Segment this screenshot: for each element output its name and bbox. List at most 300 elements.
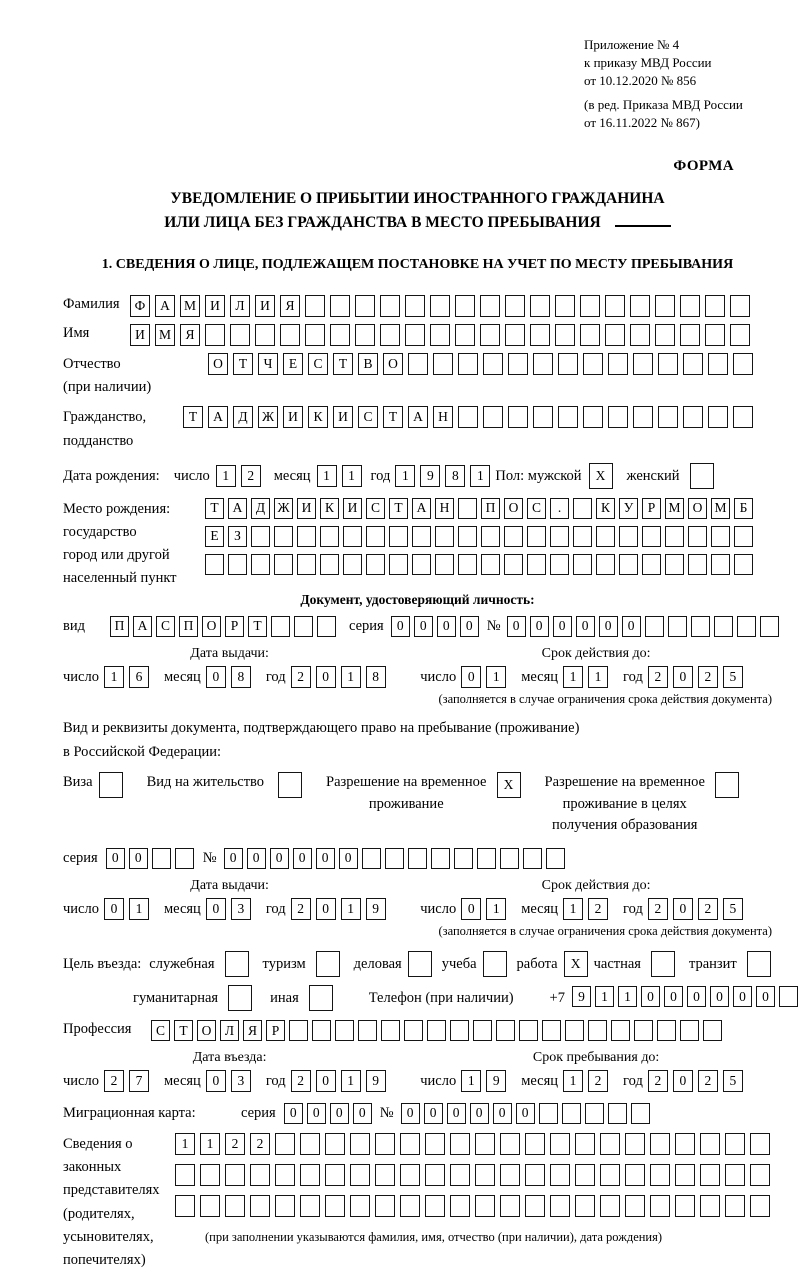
citizenship-cell[interactable]: Т xyxy=(183,406,203,428)
legal-reps-cell[interactable] xyxy=(675,1195,695,1217)
birthplace-cell[interactable] xyxy=(458,498,477,519)
patronymic-cell[interactable] xyxy=(458,353,478,375)
surname-cell[interactable] xyxy=(555,295,575,317)
permit-number-cell[interactable] xyxy=(431,848,450,869)
purpose-humanitarian-checkbox[interactable] xyxy=(228,985,252,1011)
birthplace-cell[interactable] xyxy=(435,554,454,575)
permit-number-cell[interactable]: 0 xyxy=(316,848,335,869)
patronymic-cell[interactable]: Т xyxy=(333,353,353,375)
birthplace-cell[interactable]: М xyxy=(711,498,730,519)
patronymic-cell[interactable] xyxy=(408,353,428,375)
mig-number-cell[interactable]: 0 xyxy=(401,1103,420,1124)
stay-day-cell[interactable]: 1 xyxy=(461,1070,481,1092)
legal-reps-cell[interactable] xyxy=(700,1195,720,1217)
permit-issue-month-cell[interactable]: 3 xyxy=(231,898,251,920)
surname-cell[interactable] xyxy=(330,295,350,317)
profession-cell[interactable] xyxy=(312,1020,331,1041)
permit-valid-month-cell[interactable]: 2 xyxy=(588,898,608,920)
birthplace-cell[interactable]: О xyxy=(688,498,707,519)
legal-reps-cell[interactable] xyxy=(225,1195,245,1217)
patronymic-cell[interactable]: Ч xyxy=(258,353,278,375)
patronymic-cell[interactable] xyxy=(483,353,503,375)
legal-reps-cell[interactable] xyxy=(725,1195,745,1217)
permit-issue-year-cell[interactable]: 0 xyxy=(316,898,336,920)
legal-reps-cell[interactable] xyxy=(475,1133,495,1155)
birthplace-cell[interactable] xyxy=(412,554,431,575)
legal-reps-cell[interactable] xyxy=(300,1133,320,1155)
profession-cell[interactable] xyxy=(496,1020,515,1041)
birthplace-cell[interactable] xyxy=(550,554,569,575)
birthplace-cell[interactable] xyxy=(619,554,638,575)
given-name-cell[interactable] xyxy=(380,324,400,346)
legal-reps-cell[interactable] xyxy=(325,1195,345,1217)
birthplace-cell[interactable] xyxy=(734,554,753,575)
patronymic-cell[interactable] xyxy=(583,353,603,375)
given-name-cell[interactable] xyxy=(655,324,675,346)
profession-cell[interactable] xyxy=(542,1020,561,1041)
doc-kind-cell[interactable]: Р xyxy=(225,616,244,637)
birthplace-cell[interactable]: У xyxy=(619,498,638,519)
profession-cell[interactable] xyxy=(657,1020,676,1041)
legal-reps-cell[interactable] xyxy=(425,1164,445,1186)
birthplace-cell[interactable] xyxy=(343,526,362,547)
surname-cell[interactable] xyxy=(680,295,700,317)
given-name-cell[interactable]: Я xyxy=(180,324,200,346)
purpose-business-checkbox[interactable] xyxy=(408,951,432,977)
permit-number-cell[interactable]: 0 xyxy=(270,848,289,869)
surname-cell[interactable] xyxy=(630,295,650,317)
profession-cell[interactable] xyxy=(404,1020,423,1041)
id-valid-month-cell[interactable]: 1 xyxy=(563,666,583,688)
birthplace-cell[interactable] xyxy=(389,526,408,547)
given-name-cell[interactable]: И xyxy=(130,324,150,346)
permit-number-cell[interactable]: 0 xyxy=(224,848,243,869)
birthplace-cell[interactable] xyxy=(458,526,477,547)
patronymic-cell[interactable]: О xyxy=(208,353,228,375)
legal-reps-cell[interactable] xyxy=(750,1133,770,1155)
permit-valid-day-cell[interactable]: 1 xyxy=(486,898,506,920)
legal-reps-cell[interactable] xyxy=(525,1133,545,1155)
stay-month-cell[interactable]: 1 xyxy=(563,1070,583,1092)
profession-cell[interactable]: Л xyxy=(220,1020,239,1041)
citizenship-cell[interactable] xyxy=(558,406,578,428)
entry-year-cell[interactable]: 9 xyxy=(366,1070,386,1092)
permit-number-cell[interactable] xyxy=(385,848,404,869)
doc-number-cell[interactable]: 0 xyxy=(507,616,526,637)
patronymic-cell[interactable] xyxy=(683,353,703,375)
legal-reps-cell[interactable] xyxy=(250,1164,270,1186)
patronymic-cell[interactable]: В xyxy=(358,353,378,375)
id-valid-month-cell[interactable]: 1 xyxy=(588,666,608,688)
purpose-work-checkbox[interactable]: X xyxy=(564,951,588,977)
phone-digit-cell[interactable]: 1 xyxy=(618,986,637,1007)
doc-number-cell[interactable]: 0 xyxy=(553,616,572,637)
birthplace-cell[interactable] xyxy=(297,526,316,547)
birthplace-cell[interactable]: С xyxy=(366,498,385,519)
legal-reps-cell[interactable] xyxy=(350,1164,370,1186)
entry-month-cell[interactable]: 0 xyxy=(206,1070,226,1092)
profession-cell[interactable] xyxy=(450,1020,469,1041)
stay-year-cell[interactable]: 0 xyxy=(673,1070,693,1092)
profession-cell[interactable]: Р xyxy=(266,1020,285,1041)
legal-reps-cell[interactable]: 2 xyxy=(225,1133,245,1155)
legal-reps-cell[interactable] xyxy=(575,1133,595,1155)
birthplace-cell[interactable]: . xyxy=(550,498,569,519)
birthplace-cell[interactable] xyxy=(596,554,615,575)
permit-number-cell[interactable] xyxy=(454,848,473,869)
purpose-tourism-checkbox[interactable] xyxy=(316,951,340,977)
birth-day-cell[interactable]: 1 xyxy=(216,465,236,487)
permit-number-cell[interactable] xyxy=(477,848,496,869)
mig-number-cell[interactable]: 0 xyxy=(516,1103,535,1124)
phone-digit-cell[interactable]: 0 xyxy=(641,986,660,1007)
id-issue-year-cell[interactable]: 1 xyxy=(341,666,361,688)
birthplace-cell[interactable] xyxy=(573,498,592,519)
birthplace-cell[interactable] xyxy=(412,526,431,547)
patronymic-cell[interactable]: О xyxy=(383,353,403,375)
mig-number-cell[interactable]: 0 xyxy=(493,1103,512,1124)
surname-cell[interactable] xyxy=(355,295,375,317)
legal-reps-cell[interactable] xyxy=(600,1164,620,1186)
surname-cell[interactable]: И xyxy=(255,295,275,317)
birthplace-cell[interactable] xyxy=(320,526,339,547)
birthplace-cell[interactable]: Н xyxy=(435,498,454,519)
birthplace-cell[interactable] xyxy=(366,526,385,547)
doc-number-cell[interactable]: 0 xyxy=(530,616,549,637)
legal-reps-cell[interactable] xyxy=(175,1195,195,1217)
given-name-cell[interactable]: М xyxy=(155,324,175,346)
permit-issue-year-cell[interactable]: 1 xyxy=(341,898,361,920)
entry-year-cell[interactable]: 2 xyxy=(291,1070,311,1092)
permit-issue-year-cell[interactable]: 2 xyxy=(291,898,311,920)
legal-reps-cell[interactable] xyxy=(650,1133,670,1155)
patronymic-cell[interactable] xyxy=(608,353,628,375)
id-issue-month-cell[interactable]: 0 xyxy=(206,666,226,688)
birthplace-cell[interactable]: З xyxy=(228,526,247,547)
doc-number-cell[interactable]: 0 xyxy=(599,616,618,637)
mig-number-cell[interactable] xyxy=(608,1103,627,1124)
doc-kind-cell[interactable] xyxy=(271,616,290,637)
phone-digit-cell[interactable]: 0 xyxy=(756,986,775,1007)
legal-reps-cell[interactable] xyxy=(525,1164,545,1186)
birthplace-cell[interactable] xyxy=(435,526,454,547)
entry-month-cell[interactable]: 3 xyxy=(231,1070,251,1092)
patronymic-cell[interactable] xyxy=(733,353,753,375)
legal-reps-cell[interactable] xyxy=(700,1133,720,1155)
birthplace-cell[interactable] xyxy=(205,554,224,575)
birthplace-cell[interactable]: О xyxy=(504,498,523,519)
phone-digit-cell[interactable]: 0 xyxy=(710,986,729,1007)
given-name-cell[interactable] xyxy=(305,324,325,346)
birthplace-cell[interactable] xyxy=(274,554,293,575)
doc-series-cell[interactable]: 0 xyxy=(414,616,433,637)
id-valid-year-cell[interactable]: 5 xyxy=(723,666,743,688)
profession-cell[interactable]: С xyxy=(151,1020,170,1041)
birth-day-cell[interactable]: 2 xyxy=(241,465,261,487)
permit-issue-year-cell[interactable]: 9 xyxy=(366,898,386,920)
purpose-study-checkbox[interactable] xyxy=(483,951,507,977)
given-name-cell[interactable] xyxy=(405,324,425,346)
profession-cell[interactable] xyxy=(588,1020,607,1041)
profession-cell[interactable]: Т xyxy=(174,1020,193,1041)
legal-reps-cell[interactable] xyxy=(725,1164,745,1186)
surname-cell[interactable] xyxy=(580,295,600,317)
doc-series-cell[interactable]: 0 xyxy=(460,616,479,637)
phone-digit-cell[interactable]: 0 xyxy=(687,986,706,1007)
citizenship-cell[interactable]: И xyxy=(333,406,353,428)
given-name-cell[interactable] xyxy=(630,324,650,346)
birthplace-cell[interactable]: Р xyxy=(642,498,661,519)
surname-cell[interactable] xyxy=(730,295,750,317)
doc-kind-cell[interactable]: А xyxy=(133,616,152,637)
profession-cell[interactable]: О xyxy=(197,1020,216,1041)
birthplace-cell[interactable] xyxy=(550,526,569,547)
birthplace-cell[interactable] xyxy=(734,526,753,547)
birthplace-cell[interactable] xyxy=(527,554,546,575)
legal-reps-cell[interactable] xyxy=(225,1164,245,1186)
birthplace-cell[interactable] xyxy=(366,554,385,575)
phone-digit-cell[interactable]: 1 xyxy=(595,986,614,1007)
citizenship-cell[interactable] xyxy=(508,406,528,428)
birthplace-cell[interactable] xyxy=(389,554,408,575)
patronymic-cell[interactable] xyxy=(633,353,653,375)
birthplace-cell[interactable]: Т xyxy=(205,498,224,519)
entry-year-cell[interactable]: 0 xyxy=(316,1070,336,1092)
birthplace-cell[interactable] xyxy=(228,554,247,575)
surname-cell[interactable] xyxy=(455,295,475,317)
citizenship-cell[interactable] xyxy=(708,406,728,428)
female-checkbox[interactable] xyxy=(690,463,714,489)
birthplace-cell[interactable]: Ж xyxy=(274,498,293,519)
surname-cell[interactable]: И xyxy=(205,295,225,317)
patronymic-cell[interactable] xyxy=(708,353,728,375)
citizenship-cell[interactable] xyxy=(733,406,753,428)
birthplace-cell[interactable] xyxy=(251,554,270,575)
legal-reps-cell[interactable] xyxy=(350,1133,370,1155)
doc-number-cell[interactable] xyxy=(737,616,756,637)
phone-digit-cell[interactable]: 0 xyxy=(733,986,752,1007)
given-name-cell[interactable] xyxy=(455,324,475,346)
surname-cell[interactable] xyxy=(705,295,725,317)
doc-kind-cell[interactable]: П xyxy=(110,616,129,637)
given-name-cell[interactable] xyxy=(580,324,600,346)
id-issue-year-cell[interactable]: 0 xyxy=(316,666,336,688)
purpose-private-checkbox[interactable] xyxy=(651,951,675,977)
legal-reps-cell[interactable] xyxy=(500,1133,520,1155)
legal-reps-cell[interactable] xyxy=(575,1195,595,1217)
legal-reps-cell[interactable] xyxy=(400,1164,420,1186)
doc-kind-cell[interactable]: О xyxy=(202,616,221,637)
birthplace-cell[interactable]: Е xyxy=(205,526,224,547)
birthplace-cell[interactable]: П xyxy=(481,498,500,519)
legal-reps-cell[interactable] xyxy=(650,1195,670,1217)
citizenship-cell[interactable]: К xyxy=(308,406,328,428)
doc-kind-cell[interactable] xyxy=(294,616,313,637)
mig-number-cell[interactable] xyxy=(585,1103,604,1124)
surname-cell[interactable] xyxy=(380,295,400,317)
id-issue-day-cell[interactable]: 1 xyxy=(104,666,124,688)
legal-reps-cell[interactable] xyxy=(275,1195,295,1217)
birth-year-cell[interactable]: 1 xyxy=(395,465,415,487)
citizenship-cell[interactable] xyxy=(608,406,628,428)
profession-cell[interactable] xyxy=(381,1020,400,1041)
legal-reps-cell[interactable] xyxy=(300,1195,320,1217)
birthplace-cell[interactable] xyxy=(343,554,362,575)
birthplace-cell[interactable]: К xyxy=(320,498,339,519)
birthplace-cell[interactable] xyxy=(642,554,661,575)
stay-year-cell[interactable]: 5 xyxy=(723,1070,743,1092)
id-issue-day-cell[interactable]: 6 xyxy=(129,666,149,688)
id-issue-month-cell[interactable]: 8 xyxy=(231,666,251,688)
citizenship-cell[interactable] xyxy=(583,406,603,428)
citizenship-cell[interactable] xyxy=(683,406,703,428)
legal-reps-cell[interactable] xyxy=(325,1133,345,1155)
given-name-cell[interactable] xyxy=(430,324,450,346)
citizenship-cell[interactable] xyxy=(633,406,653,428)
legal-reps-cell[interactable] xyxy=(200,1195,220,1217)
profession-cell[interactable] xyxy=(335,1020,354,1041)
doc-number-cell[interactable] xyxy=(714,616,733,637)
mig-number-cell[interactable]: 0 xyxy=(470,1103,489,1124)
doc-number-cell[interactable] xyxy=(645,616,664,637)
patronymic-cell[interactable]: Т xyxy=(233,353,253,375)
legal-reps-cell[interactable] xyxy=(300,1164,320,1186)
legal-reps-cell[interactable] xyxy=(375,1195,395,1217)
id-valid-day-cell[interactable]: 1 xyxy=(486,666,506,688)
legal-reps-cell[interactable]: 2 xyxy=(250,1133,270,1155)
profession-cell[interactable] xyxy=(358,1020,377,1041)
birthplace-cell[interactable] xyxy=(688,554,707,575)
purpose-other-checkbox[interactable] xyxy=(309,985,333,1011)
doc-series-cell[interactable]: 0 xyxy=(437,616,456,637)
permit-number-cell[interactable] xyxy=(523,848,542,869)
given-name-cell[interactable] xyxy=(230,324,250,346)
given-name-cell[interactable] xyxy=(480,324,500,346)
patronymic-cell[interactable] xyxy=(558,353,578,375)
citizenship-cell[interactable]: Ж xyxy=(258,406,278,428)
legal-reps-cell[interactable] xyxy=(275,1133,295,1155)
permit-issue-month-cell[interactable]: 0 xyxy=(206,898,226,920)
birthplace-cell[interactable] xyxy=(274,526,293,547)
permit-issue-day-cell[interactable]: 0 xyxy=(104,898,124,920)
legal-reps-cell[interactable] xyxy=(475,1164,495,1186)
birthplace-cell[interactable]: Д xyxy=(251,498,270,519)
birth-month-cell[interactable]: 1 xyxy=(317,465,337,487)
stay-year-cell[interactable]: 2 xyxy=(698,1070,718,1092)
legal-reps-cell[interactable] xyxy=(625,1195,645,1217)
legal-reps-cell[interactable] xyxy=(700,1164,720,1186)
citizenship-cell[interactable]: А xyxy=(408,406,428,428)
legal-reps-cell[interactable] xyxy=(600,1195,620,1217)
mig-series-cell[interactable]: 0 xyxy=(284,1103,303,1124)
surname-cell[interactable]: М xyxy=(180,295,200,317)
profession-cell[interactable] xyxy=(611,1020,630,1041)
birthplace-cell[interactable]: М xyxy=(665,498,684,519)
given-name-cell[interactable] xyxy=(280,324,300,346)
patronymic-cell[interactable] xyxy=(508,353,528,375)
profession-cell[interactable] xyxy=(703,1020,722,1041)
birthplace-cell[interactable]: Т xyxy=(389,498,408,519)
permit-series-cell[interactable]: 0 xyxy=(106,848,125,869)
surname-cell[interactable]: Л xyxy=(230,295,250,317)
mig-series-cell[interactable]: 0 xyxy=(330,1103,349,1124)
citizenship-cell[interactable] xyxy=(533,406,553,428)
citizenship-cell[interactable]: Т xyxy=(383,406,403,428)
legal-reps-cell[interactable] xyxy=(375,1164,395,1186)
birthplace-cell[interactable] xyxy=(458,554,477,575)
birthplace-cell[interactable] xyxy=(504,526,523,547)
birthplace-cell[interactable]: А xyxy=(412,498,431,519)
birthplace-cell[interactable] xyxy=(504,554,523,575)
doc-kind-cell[interactable]: Т xyxy=(248,616,267,637)
birthplace-cell[interactable]: С xyxy=(527,498,546,519)
profession-cell[interactable] xyxy=(473,1020,492,1041)
legal-reps-cell[interactable] xyxy=(550,1164,570,1186)
birthplace-cell[interactable] xyxy=(711,526,730,547)
mig-number-cell[interactable] xyxy=(631,1103,650,1124)
surname-cell[interactable] xyxy=(430,295,450,317)
given-name-cell[interactable] xyxy=(330,324,350,346)
doc-number-cell[interactable] xyxy=(691,616,710,637)
doc-number-cell[interactable] xyxy=(668,616,687,637)
birthplace-cell[interactable] xyxy=(665,554,684,575)
birthplace-cell[interactable] xyxy=(481,526,500,547)
legal-reps-cell[interactable] xyxy=(275,1164,295,1186)
legal-reps-cell[interactable] xyxy=(175,1164,195,1186)
birthplace-cell[interactable] xyxy=(688,526,707,547)
permit-series-cell[interactable]: 0 xyxy=(129,848,148,869)
patronymic-cell[interactable]: Е xyxy=(283,353,303,375)
birthplace-cell[interactable] xyxy=(665,526,684,547)
purpose-transit-checkbox[interactable] xyxy=(747,951,771,977)
legal-reps-cell[interactable] xyxy=(375,1133,395,1155)
birthplace-cell[interactable] xyxy=(573,526,592,547)
stay-month-cell[interactable]: 2 xyxy=(588,1070,608,1092)
citizenship-cell[interactable]: Д xyxy=(233,406,253,428)
stay-day-cell[interactable]: 9 xyxy=(486,1070,506,1092)
birthplace-cell[interactable] xyxy=(642,526,661,547)
mig-number-cell[interactable] xyxy=(539,1103,558,1124)
male-checkbox[interactable]: X xyxy=(589,463,613,489)
birthplace-cell[interactable]: Б xyxy=(734,498,753,519)
legal-reps-cell[interactable]: 1 xyxy=(175,1133,195,1155)
surname-cell[interactable]: Ф xyxy=(130,295,150,317)
legal-reps-cell[interactable]: 1 xyxy=(200,1133,220,1155)
profession-cell[interactable] xyxy=(565,1020,584,1041)
doc-number-cell[interactable]: 0 xyxy=(622,616,641,637)
permit-number-cell[interactable] xyxy=(546,848,565,869)
patronymic-cell[interactable] xyxy=(533,353,553,375)
birthplace-cell[interactable] xyxy=(573,554,592,575)
mig-number-cell[interactable]: 0 xyxy=(424,1103,443,1124)
surname-cell[interactable] xyxy=(505,295,525,317)
permit-valid-year-cell[interactable]: 2 xyxy=(698,898,718,920)
patronymic-cell[interactable]: С xyxy=(308,353,328,375)
patronymic-cell[interactable] xyxy=(658,353,678,375)
profession-cell[interactable] xyxy=(680,1020,699,1041)
permit-issue-day-cell[interactable]: 1 xyxy=(129,898,149,920)
legal-reps-cell[interactable] xyxy=(200,1164,220,1186)
stay-year-cell[interactable]: 2 xyxy=(648,1070,668,1092)
legal-reps-cell[interactable] xyxy=(325,1164,345,1186)
legal-reps-cell[interactable] xyxy=(550,1133,570,1155)
permit-valid-month-cell[interactable]: 1 xyxy=(563,898,583,920)
legal-reps-cell[interactable] xyxy=(350,1195,370,1217)
profession-cell[interactable] xyxy=(519,1020,538,1041)
legal-reps-cell[interactable] xyxy=(650,1164,670,1186)
entry-day-cell[interactable]: 7 xyxy=(129,1070,149,1092)
legal-reps-cell[interactable] xyxy=(425,1195,445,1217)
